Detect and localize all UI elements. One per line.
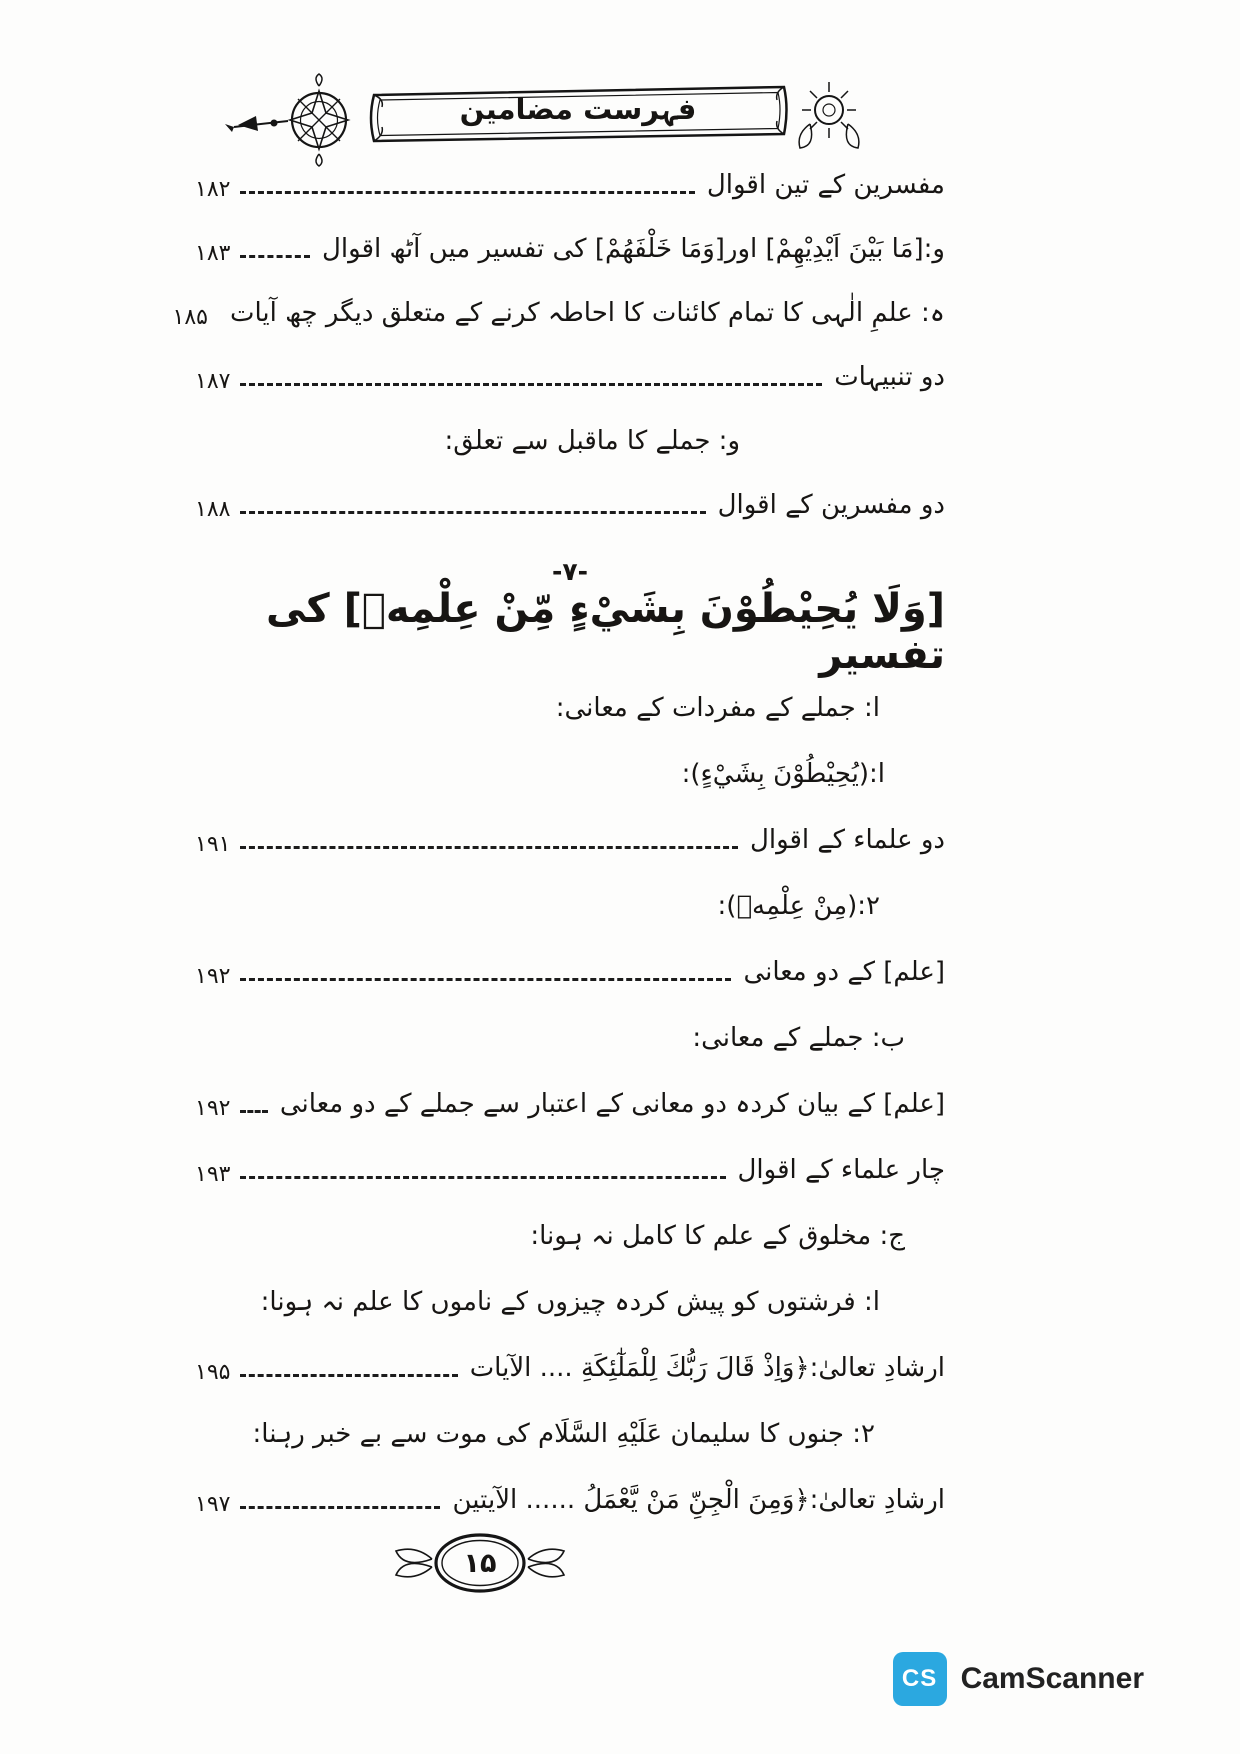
toc-leader-dashes <box>240 978 731 981</box>
toc-entry-title: ا: جملے کے مفردات کے معانی: <box>555 693 880 723</box>
toc-row <box>195 675 945 741</box>
toc-list-top <box>172 153 945 537</box>
toc-row <box>195 153 945 217</box>
toc-entry-title: ا: فرشتوں کو پیش کردہ چیزوں کے ناموں کا علم نہ ہونا: <box>260 1287 880 1317</box>
toc-leader-dashes <box>240 191 694 194</box>
toc-row <box>195 1335 945 1401</box>
document-title: فہرست مضامین <box>459 92 697 126</box>
toc-page-number: ۱۹۲ <box>195 1095 231 1121</box>
toc-entry-title: دو علماء کے اقوال <box>749 825 945 855</box>
toc-entry-title: و: جملے کا ماقبل سے تعلق: <box>444 426 740 456</box>
toc-entry-title: ہ: علمِ الٰہی کا تمام کائنات کا احاطہ کرنے کے متعلق دیگر چھ آیات <box>229 298 945 328</box>
page-number-ornament <box>380 1523 580 1603</box>
toc-page-number: ۱۹۳ <box>195 1161 231 1187</box>
camscanner-logo: CS <box>893 1652 947 1706</box>
toc-row <box>195 741 945 807</box>
toc-leader-dashes <box>240 1506 440 1509</box>
toc-leader-dashes <box>240 383 822 386</box>
toc-entry-title: ب: جملے کے معانی: <box>692 1023 905 1053</box>
toc-leader-dashes <box>240 1110 267 1113</box>
toc-page-number: ۱۸۷ <box>195 368 231 394</box>
camscanner-watermark <box>893 1652 1144 1706</box>
toc-entry-title: دو مفسرین کے اقوال <box>717 490 945 520</box>
toc-page-number: ۱۹۱ <box>195 831 231 857</box>
toc-entry-title: ۲:(مِنْ عِلْمِهٖ): <box>717 891 880 921</box>
toc-leader-dashes <box>240 511 705 514</box>
table-of-contents <box>172 153 945 1533</box>
toc-row <box>195 409 945 473</box>
toc-entry-title: مفسرین کے تین اقوال <box>706 170 945 200</box>
toc-page-number: ۱۹۲ <box>195 963 231 989</box>
toc-leader-dashes <box>240 1176 725 1179</box>
camscanner-label: CamScanner <box>960 1662 1144 1695</box>
toc-row <box>195 473 945 537</box>
toc-page-number: ۱۸۲ <box>195 176 231 202</box>
toc-entry-title: چار علماء کے اقوال <box>737 1155 945 1185</box>
page-number: ۱۵ <box>463 1547 497 1579</box>
toc-entry-title: ۲: جنوں کا سلیمان عَلَيْهِ السَّلَام کی موت سے بے خبر رہنا: <box>252 1419 875 1449</box>
toc-page-number: ۱۸۵ <box>172 304 208 330</box>
toc-entry-title: دو تنبیہات <box>834 362 945 392</box>
toc-entry-title: [علم] کے بیان کردہ دو معانی کے اعتبار سے جملے کے دو معانی <box>279 1089 945 1119</box>
toc-row <box>195 1137 945 1203</box>
toc-row <box>195 873 945 939</box>
toc-entry-title: ارشادِ تعالیٰ:﴿وَمِنَ الْجِنِّ مَنْ يَّعْمَلُ ...... الآیتین <box>452 1485 945 1515</box>
toc-entry-title: ج: مخلوق کے علم کا کامل نہ ہونا: <box>530 1221 905 1251</box>
toc-row <box>195 217 945 281</box>
toc-page-number: ۱۸۸ <box>195 496 231 522</box>
section-number: -۷- <box>551 556 589 586</box>
toc-page-number: ۱۹۷ <box>195 1491 231 1517</box>
toc-row <box>195 1071 945 1137</box>
toc-row <box>195 345 945 409</box>
toc-row <box>172 281 945 345</box>
toc-list-bottom <box>195 675 945 1533</box>
toc-leader-dashes <box>240 1374 457 1377</box>
toc-entry-title: و:[مَا بَيْنَ اَيْدِيْهِمْ] اور[وَمَا خَلْفَهُمْ] کی تفسیر میں آٹھ اقوال <box>322 234 945 264</box>
section-heading: [وَلَا يُحِيْطُوْنَ بِشَيْءٍ مِّنْ عِلْمِهٖ] کی تفسیر <box>265 586 945 678</box>
toc-leader-dashes <box>240 846 738 849</box>
toc-entry-title: ارشادِ تعالیٰ:﴿وَاِذْ قَالَ رَبُّكَ لِلْمَلٰٓئِكَةِ .... الآیات <box>469 1353 945 1383</box>
toc-row <box>195 1005 945 1071</box>
toc-leader-dashes <box>240 255 310 258</box>
toc-row <box>195 807 945 873</box>
toc-row <box>195 1401 945 1467</box>
toc-entry-title: [علم] کے دو معانی <box>743 957 945 987</box>
toc-page-number: ۱۹۵ <box>195 1359 231 1385</box>
toc-entry-title: ا:(يُحِيْطُوْنَ بِشَيْءٍ): <box>681 759 885 789</box>
toc-row <box>195 1203 945 1269</box>
toc-row <box>195 939 945 1005</box>
toc-page-number: ۱۸۳ <box>195 240 231 266</box>
toc-row <box>195 1269 945 1335</box>
